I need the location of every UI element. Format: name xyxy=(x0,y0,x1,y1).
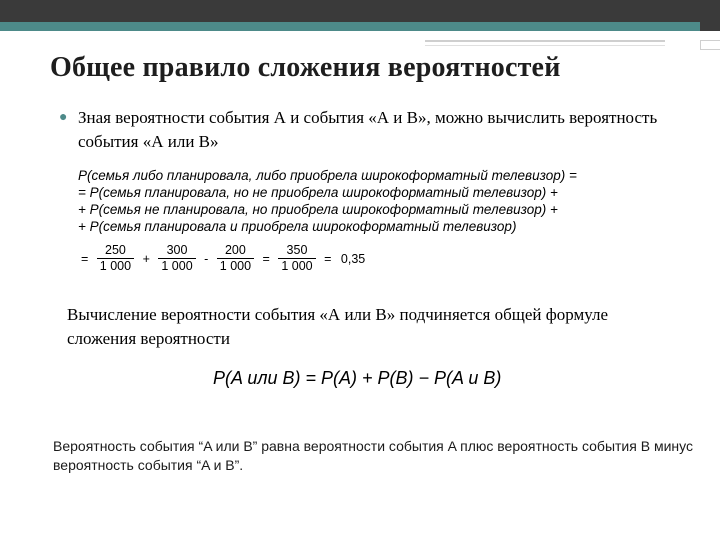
formula-line: = P(семья планировала, но не приобрела широкоформатный телевизор) + xyxy=(78,185,558,200)
fraction-numerator: 200 xyxy=(217,243,254,259)
bullet-item xyxy=(60,106,680,154)
formula-line: P(семья либо планировала, либо приобрела широкоформатный телевизор) = xyxy=(78,168,577,183)
formula-line: + P(семья планировала и приобрела широкоформатный телевизор) xyxy=(78,219,517,234)
slide-title: Общее правило сложения вероятностей xyxy=(50,52,561,83)
explanation-paragraph: Вычисление вероятности события «А или В» подчиняется общей формуле сложения вероятности xyxy=(67,305,609,348)
main-formula: P(A или B) = P(A) + P(B) − P(A и B) xyxy=(213,368,502,388)
top-bar-dark xyxy=(0,0,720,22)
fraction-denominator: 1 000 xyxy=(281,259,313,273)
fraction-denominator: 1 000 xyxy=(99,259,132,273)
fraction xyxy=(217,243,254,274)
bullet-text: Зная вероятности события А и события «А и В», можно вычислить вероятность события «А или В» xyxy=(78,108,658,151)
fraction xyxy=(278,243,315,274)
decorative-line xyxy=(425,40,665,42)
plus-sign: + xyxy=(142,251,150,266)
fraction-numerator: 250 xyxy=(97,243,134,259)
top-bar-accent xyxy=(0,22,720,31)
fraction-denominator: 1 000 xyxy=(161,259,193,273)
fraction-numerator: 350 xyxy=(278,243,315,259)
fraction xyxy=(97,243,134,274)
decorative-corner xyxy=(700,40,720,50)
equals-sign: = xyxy=(324,251,332,266)
result-value: 0,35 xyxy=(340,251,366,266)
fraction-calculation xyxy=(78,243,368,279)
fraction xyxy=(158,243,195,274)
equals-sign: = xyxy=(81,251,89,266)
fraction-numerator: 300 xyxy=(158,243,195,259)
formula-line: + P(семья не планировала, но приобрела широкоформатный телевизор) + xyxy=(78,202,558,217)
bullet-marker-icon: ● xyxy=(59,110,68,125)
definition-text: Вероятность события “A или B” равна вероятности события A плюс вероятность события B минус вероятность события “A и B”. xyxy=(53,438,693,473)
formula-block xyxy=(78,167,638,235)
top-bar-corner xyxy=(700,0,720,31)
fraction-denominator: 1 000 xyxy=(219,259,252,273)
decorative-line xyxy=(425,45,665,46)
equals-sign: = xyxy=(262,251,270,266)
minus-sign: - xyxy=(204,251,209,266)
